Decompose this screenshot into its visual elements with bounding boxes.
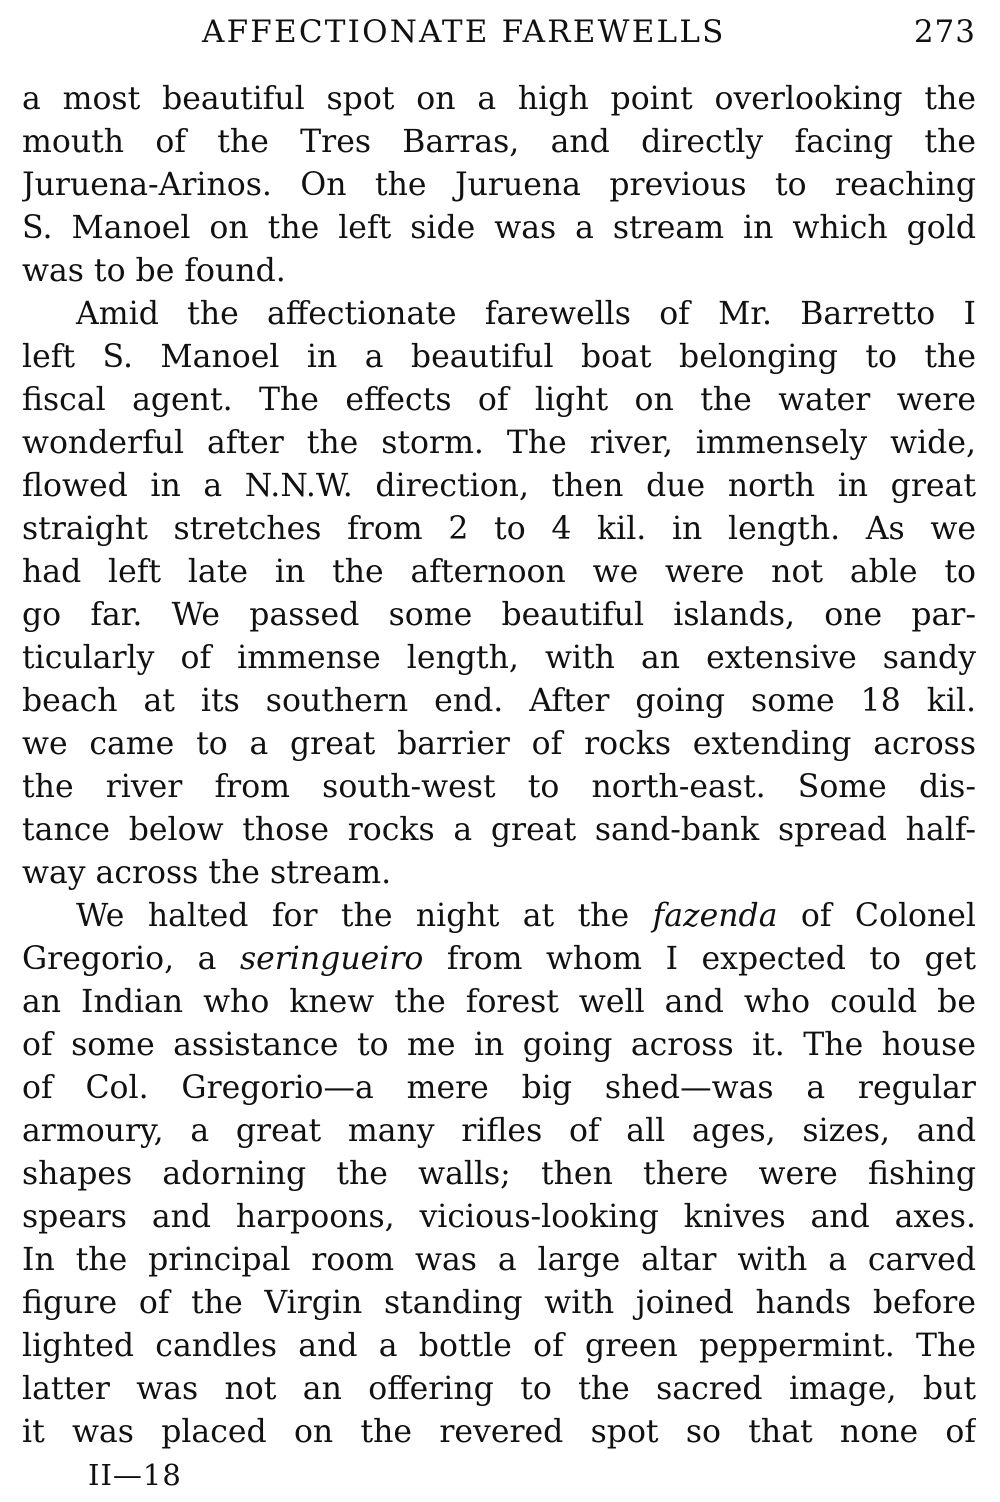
text-run: Gregorio, a: [22, 941, 240, 977]
text-line: way across the stream.: [22, 855, 392, 891]
body-text: [22, 78, 976, 1454]
text-line: armoury, a great many rifles of all ages, sizes, and: [22, 1113, 976, 1149]
page-number: 273: [913, 14, 976, 50]
text-line: In the principal room was a large altar with a carved: [22, 1242, 976, 1278]
text-line: ticularly of immense length, with an extensive sandy: [22, 640, 976, 676]
text-run: from whom I expected to get: [423, 941, 976, 977]
text-line: had left late in the afternoon we were not able to: [22, 554, 976, 590]
italic-term-fazenda: fazenda: [652, 898, 778, 934]
text-line: Juruena-Arinos. On the Juruena previous to reaching: [22, 167, 976, 203]
text-line: of Col. Gregorio—a mere big shed—was a regular: [22, 1070, 976, 1106]
text-line: left S. Manoel in a beautiful boat belonging to the: [22, 339, 976, 375]
text-run: We halted for the night at the: [76, 898, 653, 934]
text-line: wonderful after the storm. The river, immensely wide,: [22, 425, 976, 461]
printer-signature-mark: II—18: [88, 1458, 182, 1492]
text-run: of Colonel: [777, 898, 976, 934]
text-line: figure of the Virgin standing with joined hands before: [22, 1285, 976, 1321]
text-line: straight stretches from 2 to 4 kil. in length. As we: [22, 511, 976, 547]
text-line: S. Manoel on the left side was a stream in which gold: [22, 210, 976, 246]
text-line: the river from south-west to north-east. Some dis-: [22, 769, 976, 805]
text-line: latter was not an offering to the sacred image, but: [22, 1371, 976, 1407]
running-head: [22, 14, 976, 60]
paragraph-first-line: [22, 895, 976, 938]
text-line: lighted candles and a bottle of green peppermint. The: [22, 1328, 976, 1364]
text-line: [22, 938, 976, 981]
text-line: mouth of the Tres Barras, and directly facing the: [22, 124, 976, 160]
text-line: tance below those rocks a great sand-bank spread half-: [22, 812, 976, 848]
italic-term-seringueiro: seringueiro: [239, 941, 424, 977]
text-line: spears and harpoons, vicious-looking knives and axes.: [22, 1199, 976, 1235]
text-line: flowed in a N.N.W. direction, then due north in great: [22, 468, 976, 504]
chapter-running-title: AFFECTIONATE FAREWELLS: [202, 14, 726, 50]
text-line: we came to a great barrier of rocks extending across: [22, 726, 976, 762]
text-line: a most beautiful spot on a high point overlooking the: [22, 81, 976, 117]
text-line: fiscal agent. The effects of light on the water were: [22, 382, 976, 418]
text-line: it was placed on the revered spot so that none of: [22, 1414, 976, 1450]
text-line: beach at its southern end. After going some 18 kil.: [22, 683, 976, 719]
text-line: shapes adorning the walls; then there were fishing: [22, 1156, 976, 1192]
paragraph-first-line: Amid the affectionate farewells of Mr. Barretto I: [76, 296, 976, 332]
text-line: of some assistance to me in going across it. The house: [22, 1027, 976, 1063]
text-line: go far. We passed some beautiful islands, one par-: [22, 597, 976, 633]
text-line: an Indian who knew the forest well and who could be: [22, 984, 976, 1020]
text-line: was to be found.: [22, 253, 286, 289]
